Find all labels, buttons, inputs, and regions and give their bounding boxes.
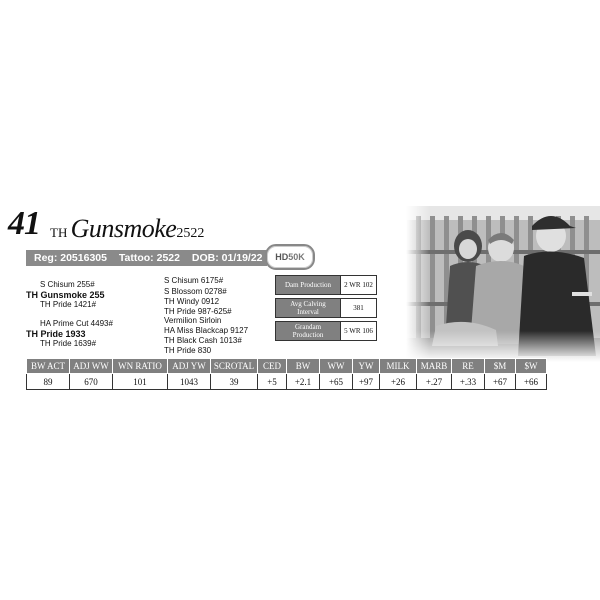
dam-stat-value: 2 WR 102 (341, 276, 377, 295)
pedigree-sire: TH Gunsmoke 255 (26, 290, 105, 300)
pedigree-right-8: TH Pride 830 (164, 346, 212, 355)
pedigree-right-6: HA Miss Blackcap 9127 (164, 326, 249, 335)
reg-number: Reg: 20516305 (34, 252, 107, 264)
epd-value: +5 (258, 374, 287, 390)
epd-header: ADJ WW (70, 359, 113, 374)
epd-table (26, 358, 547, 390)
epd-header: WN RATIO (113, 359, 168, 374)
dam-stat-label: Grandam Production (276, 322, 341, 341)
animal-name (50, 214, 204, 249)
epd-value: 39 (211, 374, 258, 390)
epd-value: +67 (485, 374, 516, 390)
children-photo (406, 206, 600, 362)
dam-production-table (275, 275, 377, 341)
pedigree-right-1: S Chisum 6175# (164, 276, 224, 285)
name-number: 2522 (176, 226, 205, 241)
name-script: Gunsmoke (70, 214, 177, 243)
registration-bar (26, 250, 267, 266)
epd-value: +65 (320, 374, 353, 390)
tattoo: Tattoo: 2522 (118, 252, 180, 264)
epd-value: 101 (113, 374, 168, 390)
dam-stat-label: Dam Production (276, 276, 341, 295)
epd-header: $M (485, 359, 516, 374)
pedigree-right-3: TH Windy 0912 (164, 297, 220, 306)
dam-stat-value: 381 (341, 299, 377, 318)
epd-header: ADJ YW (168, 359, 211, 374)
epd-header: YW (353, 359, 380, 374)
dob: DOB: 01/19/22 (191, 252, 263, 264)
epd-value: +.33 (452, 374, 485, 390)
pedigree-right-7: TH Black Cash 1013# (164, 336, 242, 345)
epd-value: 1043 (168, 374, 211, 390)
dam-stat-row (276, 322, 377, 341)
photo-illustration (406, 206, 600, 362)
pedigree-sire-dam: TH Pride 1421# (40, 300, 97, 309)
epd-value: +97 (353, 374, 380, 390)
dam-stat-value: 5 WR 106 (341, 322, 377, 341)
dam-stat-row (276, 276, 377, 295)
epd-header: SCROTAL (211, 359, 258, 374)
epd-header: CED (258, 359, 287, 374)
dam-stat-row (276, 299, 377, 318)
pedigree-dam: TH Pride 1933 (26, 329, 86, 339)
epd-value-row (27, 374, 547, 390)
pedigree-dam-dam: TH Pride 1639# (40, 339, 97, 348)
epd-header: RE (452, 359, 485, 374)
epd-value: +.27 (417, 374, 452, 390)
epd-value: +2.1 (287, 374, 320, 390)
epd-header: BW (287, 359, 320, 374)
epd-value: 670 (70, 374, 113, 390)
epd-value: +26 (380, 374, 417, 390)
dam-stat-label: Avg Calving Interval (276, 299, 341, 318)
epd-value: 89 (27, 374, 70, 390)
lot-number: 41 (8, 205, 40, 242)
pedigree-sire-sire: S Chisum 255# (40, 280, 95, 289)
epd-header: MARB (417, 359, 452, 374)
epd-header: WW (320, 359, 353, 374)
pedigree-right-5: Vermilion Sirloin (164, 316, 222, 325)
pedigree-dam-sire: HA Prime Cut 4493# (40, 319, 113, 328)
epd-value: +66 (516, 374, 547, 390)
epd-header: BW ACT (27, 359, 70, 374)
epd-header: $W (516, 359, 547, 374)
pedigree-right-2: S Blossom 0278# (164, 287, 227, 296)
name-prefix: TH (50, 225, 68, 240)
epd-header-row (27, 359, 547, 374)
hd50k-badge-icon: HD50K (265, 244, 315, 270)
epd-header: MILK (380, 359, 417, 374)
pedigree-right-4: TH Pride 987-625# (164, 307, 232, 316)
